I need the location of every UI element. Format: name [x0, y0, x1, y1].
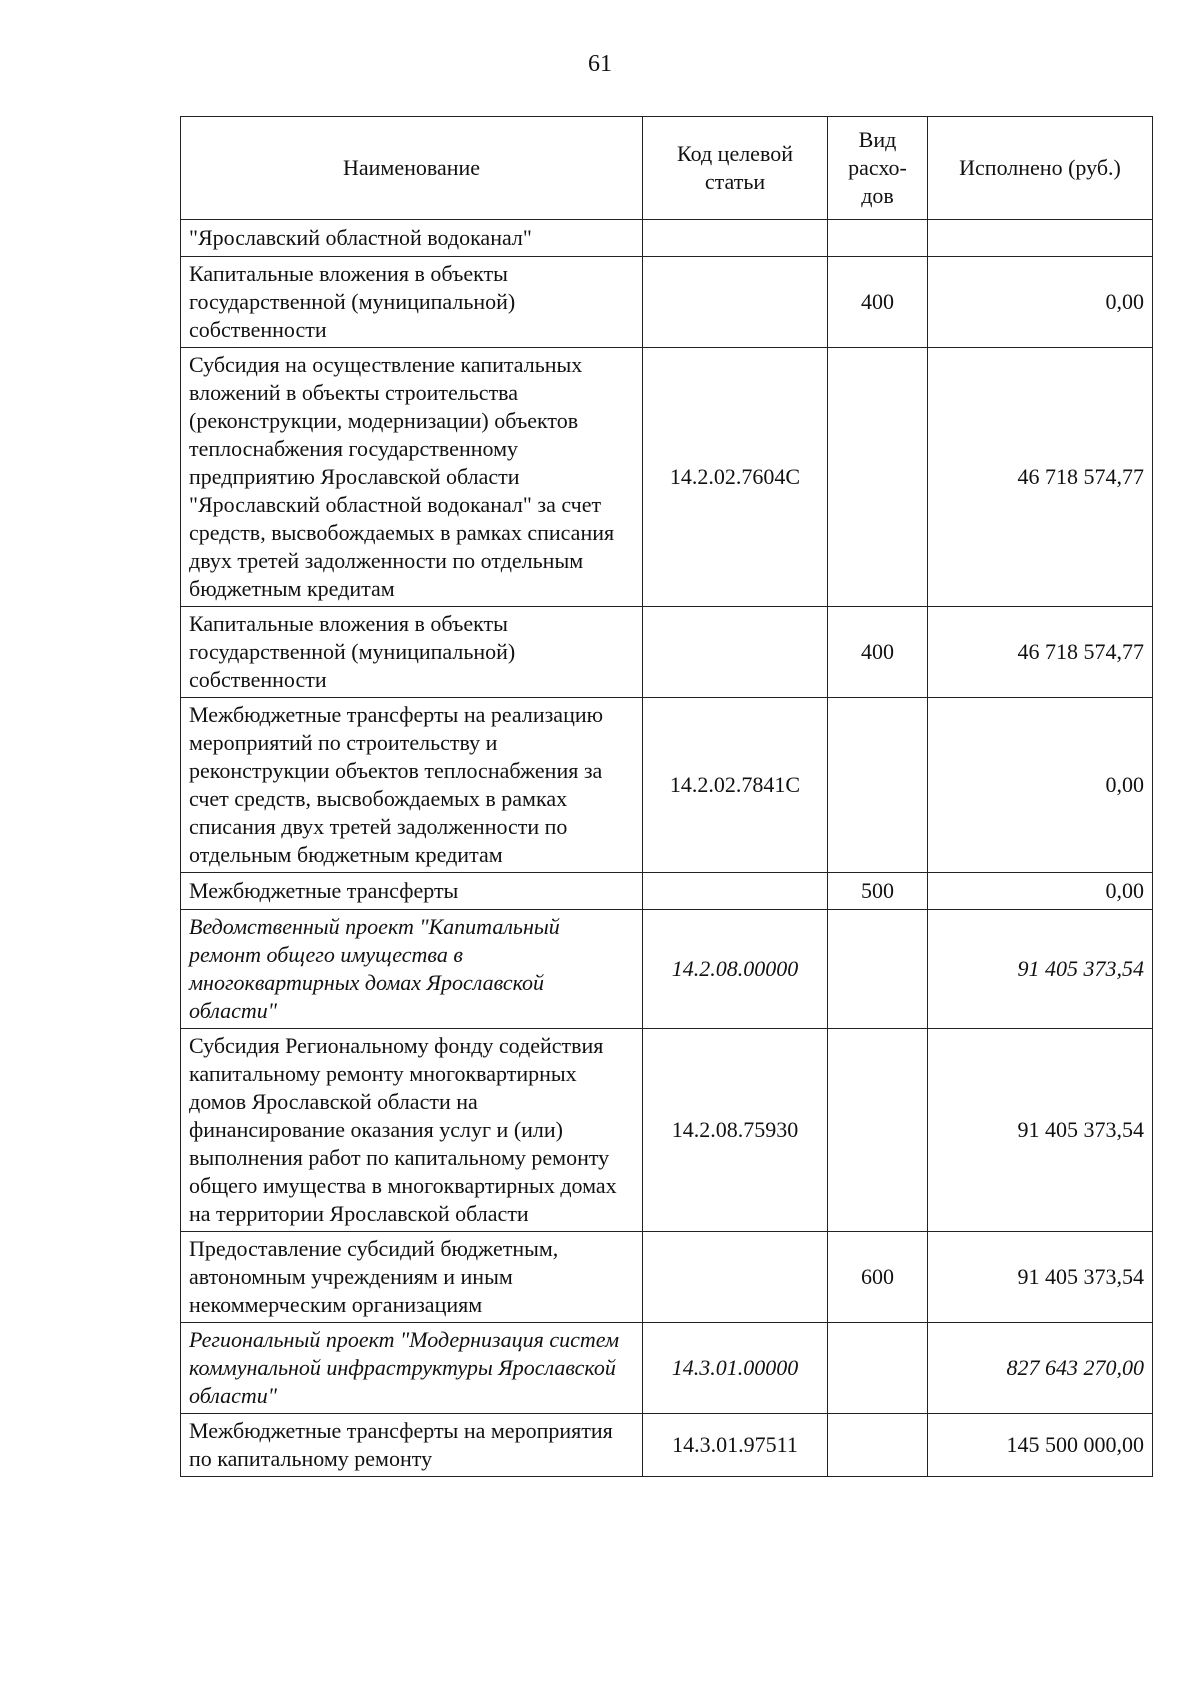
cell-code [643, 220, 828, 257]
cell-type: 400 [828, 257, 928, 348]
cell-code: 14.2.08.75930 [643, 1029, 828, 1232]
cell-name: Межбюджетные трансферты на реализацию мероприятий по строительству и реконструкции объектов теплоснабжения за счет средств, высвобождаемых в рамках списания двух третей задолженности по отдельным бюджетным кредитам [181, 698, 643, 873]
cell-code [643, 1232, 828, 1323]
cell-sum: 46 718 574,77 [928, 348, 1153, 607]
cell-name: Капитальные вложения в объекты государственной (муниципальной) собственности [181, 257, 643, 348]
cell-name: Ведомственный проект "Капитальный ремонт общего имущества в многоквартирных домах Ярославской области" [181, 910, 643, 1029]
cell-code: 14.3.01.00000 [643, 1323, 828, 1414]
cell-type: 500 [828, 873, 928, 910]
table-row [181, 698, 1153, 873]
table-row [181, 607, 1153, 698]
budget-execution-table [180, 116, 1153, 1477]
cell-type [828, 698, 928, 873]
table-row [181, 1232, 1153, 1323]
cell-type [828, 1029, 928, 1232]
cell-code: 14.2.02.7841С [643, 698, 828, 873]
page-number: 61 [588, 51, 612, 77]
cell-sum: 91 405 373,54 [928, 910, 1153, 1029]
cell-type [828, 910, 928, 1029]
header-name: Наименование [181, 117, 643, 220]
cell-sum: 0,00 [928, 873, 1153, 910]
cell-sum: 0,00 [928, 698, 1153, 873]
cell-sum: 0,00 [928, 257, 1153, 348]
cell-name: "Ярославский областной водоканал" [181, 220, 643, 257]
header-type: Вид расхо-дов [828, 117, 928, 220]
cell-type: 600 [828, 1232, 928, 1323]
cell-type [828, 348, 928, 607]
cell-type [828, 220, 928, 257]
cell-sum: 91 405 373,54 [928, 1029, 1153, 1232]
cell-type [828, 1323, 928, 1414]
table-row [181, 873, 1153, 910]
table-row [181, 1414, 1153, 1477]
table-row [181, 348, 1153, 607]
cell-code: 14.2.08.00000 [643, 910, 828, 1029]
cell-sum: 46 718 574,77 [928, 607, 1153, 698]
cell-code: 14.2.02.7604С [643, 348, 828, 607]
cell-code [643, 873, 828, 910]
cell-name: Региональный проект "Модернизация систем коммунальной инфраструктуры Ярославской области" [181, 1323, 643, 1414]
cell-code [643, 257, 828, 348]
table-row [181, 1029, 1153, 1232]
table-row [181, 910, 1153, 1029]
cell-name: Межбюджетные трансферты на мероприятия по капитальному ремонту [181, 1414, 643, 1477]
table-row [181, 1323, 1153, 1414]
cell-type [828, 1414, 928, 1477]
cell-name: Предоставление субсидий бюджетным, автономным учреждениям и иным некоммерческим организациям [181, 1232, 643, 1323]
cell-sum: 145 500 000,00 [928, 1414, 1153, 1477]
header-sum: Исполнено (руб.) [928, 117, 1153, 220]
cell-name: Капитальные вложения в объекты государственной (муниципальной) собственности [181, 607, 643, 698]
cell-sum [928, 220, 1153, 257]
header-code: Код целевой статьи [643, 117, 828, 220]
cell-code: 14.3.01.97511 [643, 1414, 828, 1477]
cell-code [643, 607, 828, 698]
cell-sum: 91 405 373,54 [928, 1232, 1153, 1323]
cell-name: Субсидия Региональному фонду содействия капитальному ремонту многоквартирных домов Ярославской области на финансирование оказания услуг и (или) выполнения работ по капитальному ремонту общего имущества в многоквартирных домах на территории Ярославской области [181, 1029, 643, 1232]
cell-name: Субсидия на осуществление капитальных вложений в объекты строительства (реконструкции, модернизации) объектов теплоснабжения государственному предприятию Ярославской области "Ярославский областной водоканал" за счет средств, высвобождаемых в рамках списания двух третей задолженности по отдельным бюджетным кредитам [181, 348, 643, 607]
cell-type: 400 [828, 607, 928, 698]
table-header-row [181, 117, 1153, 220]
cell-name: Межбюджетные трансферты [181, 873, 643, 910]
table-row [181, 257, 1153, 348]
table-row [181, 220, 1153, 257]
cell-sum: 827 643 270,00 [928, 1323, 1153, 1414]
